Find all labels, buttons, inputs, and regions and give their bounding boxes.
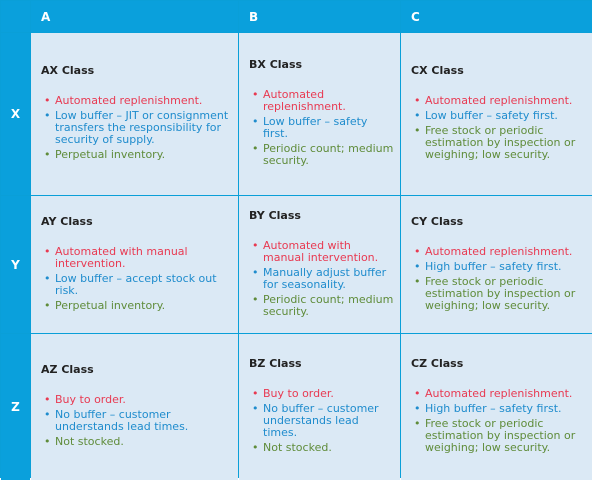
class-title: CY Class — [411, 214, 464, 228]
cell-cy — [401, 196, 592, 333]
bullet-item — [41, 110, 232, 146]
bullet-dot-icon: • — [252, 115, 259, 128]
bullet-dot-icon: • — [44, 148, 51, 161]
bullet-text: Periodic count; medium security. — [263, 292, 394, 318]
bullet-text: Automated replenishment. — [263, 88, 346, 113]
bullet-text: Low buffer – accept stock out risk. — [55, 271, 217, 297]
bullet-item — [249, 116, 394, 140]
bullet-item — [249, 388, 394, 400]
bullet-item — [411, 418, 588, 454]
cell-az — [31, 334, 238, 480]
bullet-item — [411, 110, 588, 122]
class-bullet-list — [249, 388, 394, 457]
bullet-item — [41, 300, 232, 312]
bullet-item — [411, 276, 588, 312]
cell-bz — [239, 334, 400, 480]
bullet-text: No buffer – customer understands lead times. — [263, 402, 379, 439]
cell-ay — [31, 196, 238, 333]
bullet-item — [249, 267, 394, 291]
bullet-dot-icon: • — [414, 124, 421, 137]
bullet-dot-icon: • — [252, 265, 259, 279]
bullet-text: Low buffer – JIT or consignment transfers the responsibility for security of supply. — [55, 109, 229, 146]
bullet-dot-icon: • — [414, 402, 421, 415]
bullet-text: Buy to order. — [263, 387, 334, 400]
bullet-text: High buffer – safety first. — [425, 402, 562, 415]
row-header-z: Z — [1, 334, 30, 480]
cell-cz — [401, 334, 592, 480]
bullet-dot-icon: • — [414, 94, 421, 107]
class-title: BX Class — [249, 58, 303, 71]
bullet-dot-icon: • — [44, 298, 51, 312]
column-header-a: A — [31, 1, 238, 32]
bullet-dot-icon: • — [414, 417, 421, 430]
class-bullet-list — [41, 95, 232, 164]
bullet-item — [249, 294, 394, 318]
bullet-dot-icon: • — [44, 94, 51, 107]
bullet-dot-icon: • — [252, 387, 259, 400]
bullet-item — [249, 143, 394, 167]
bullet-item — [411, 261, 588, 273]
bullet-text: Free stock or periodic estimation by inspection or weighing; low security. — [425, 124, 576, 161]
bullet-dot-icon: • — [414, 109, 421, 122]
bullet-item — [249, 403, 394, 439]
bullet-text: Automated with manual intervention. — [263, 238, 379, 264]
cell-ax — [31, 33, 238, 195]
bullet-item — [249, 240, 394, 264]
bullet-text: Buy to order. — [55, 393, 126, 406]
class-bullet-list — [41, 394, 232, 451]
bullet-text: Free stock or periodic estimation by inspection or weighing; low security. — [425, 274, 576, 312]
bullet-item — [411, 403, 588, 415]
bullet-text: Free stock or periodic estimation by inspection or weighing; low security. — [425, 417, 576, 454]
class-bullet-list — [249, 240, 394, 321]
class-title: BY Class — [249, 208, 301, 222]
bullet-item — [411, 95, 588, 107]
column-header-b: B — [239, 1, 400, 32]
bullet-item — [249, 89, 394, 113]
cell-by — [239, 196, 400, 333]
bullet-text: High buffer – safety first. — [425, 259, 562, 273]
bullet-dot-icon: • — [252, 441, 259, 454]
bullet-item — [249, 442, 394, 454]
class-bullet-list — [249, 89, 394, 170]
class-bullet-list — [41, 246, 232, 315]
bullet-item — [41, 95, 232, 107]
bullet-item — [41, 149, 232, 161]
bullet-dot-icon: • — [414, 274, 421, 288]
bullet-dot-icon: • — [44, 435, 51, 448]
bullet-text: Automated replenishment. — [425, 244, 573, 258]
bullet-dot-icon: • — [414, 259, 421, 273]
class-title: BZ Class — [249, 357, 302, 370]
bullet-dot-icon: • — [252, 88, 259, 101]
corner-header — [1, 1, 30, 32]
bullet-dot-icon: • — [252, 142, 259, 155]
column-header-c: C — [401, 1, 592, 32]
bullet-text: Periodic count; medium security. — [263, 142, 394, 167]
class-bullet-list — [411, 388, 588, 457]
bullet-text: Manually adjust buffer for seasonality. — [263, 265, 387, 291]
cell-bx — [239, 33, 400, 195]
class-title: AZ Class — [41, 363, 94, 376]
row-header-y: Y — [1, 196, 30, 333]
bullet-text: Automated replenishment. — [425, 94, 573, 107]
bullet-text: No buffer – customer understands lead times. — [55, 408, 189, 433]
class-title: CX Class — [411, 64, 464, 77]
bullet-dot-icon: • — [44, 408, 51, 421]
bullet-text: Low buffer – safety first. — [263, 115, 368, 140]
class-bullet-list — [411, 95, 588, 164]
bullet-dot-icon: • — [44, 244, 51, 258]
class-title: AY Class — [41, 214, 93, 228]
bullet-dot-icon: • — [252, 292, 259, 306]
bullet-text: Not stocked. — [263, 441, 332, 454]
bullet-item — [41, 246, 232, 270]
bullet-item — [41, 394, 232, 406]
bullet-item — [41, 409, 232, 433]
bullet-dot-icon: • — [252, 238, 259, 252]
bullet-text: Perpetual inventory. — [55, 148, 166, 161]
bullet-dot-icon: • — [44, 109, 51, 122]
bullet-text: Not stocked. — [55, 435, 124, 448]
bullet-item — [411, 388, 588, 400]
bullet-dot-icon: • — [414, 244, 421, 258]
cell-cx — [401, 33, 592, 195]
bullet-item — [411, 246, 588, 258]
bullet-text: Automated replenishment. — [425, 387, 573, 400]
class-bullet-list — [411, 246, 588, 315]
bullet-dot-icon: • — [414, 387, 421, 400]
bullet-item — [411, 125, 588, 161]
bullet-item — [41, 436, 232, 448]
bullet-dot-icon: • — [44, 271, 51, 285]
bullet-dot-icon: • — [252, 402, 259, 415]
class-title: AX Class — [41, 64, 95, 77]
bullet-dot-icon: • — [44, 393, 51, 406]
bullet-text: Automated with manual intervention. — [55, 244, 188, 270]
bullet-text: Low buffer – safety first. — [425, 109, 558, 122]
class-title: CZ Class — [411, 357, 464, 370]
row-header-x: X — [1, 33, 30, 195]
bullet-text: Perpetual inventory. — [55, 298, 166, 312]
bullet-text: Automated replenishment. — [55, 94, 203, 107]
bullet-item — [41, 273, 232, 297]
